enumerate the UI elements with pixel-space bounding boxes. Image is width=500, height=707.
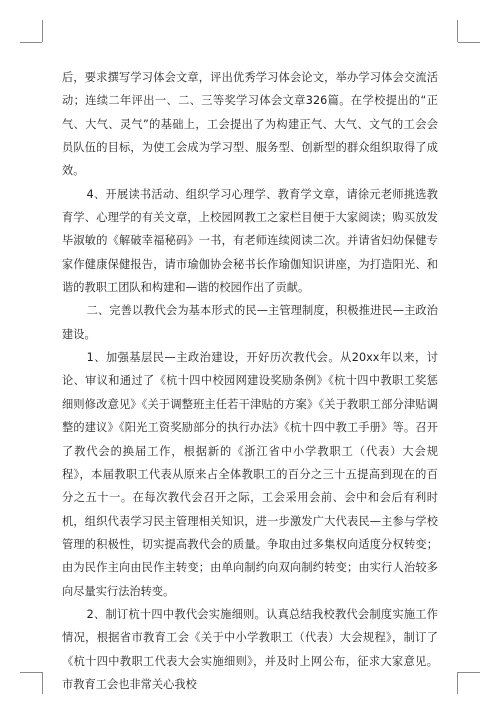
crop-mark-bottom-right-v bbox=[457, 672, 458, 694]
document-body bbox=[62, 66, 438, 696]
paragraph-study-articles: 后，要求撰写学习体会文章，评出优秀学习体会论文，举办学习体会交流活动；连续二年评出一、二、三等奖学习体会文章326篇。在学校提出的“正气、大气、灵气”的基础上，工会提出了为构建正气、大气、文气的工会会员队伍的目标，为使工会成为学习型、服务型、创新型的群众组织取得了成效。 bbox=[62, 71, 438, 178]
crop-mark-bottom-left-v bbox=[42, 672, 43, 694]
crop-mark-bottom-right-h bbox=[458, 672, 480, 673]
crop-mark-top-right-h bbox=[458, 42, 480, 43]
crop-mark-top-right-v bbox=[457, 20, 458, 42]
crop-mark-top-left-v bbox=[42, 20, 43, 42]
paragraph-section-two-heading: 二、完善以教代会为基本形式的民—主管理制度，积极推进民—主政治建设。 bbox=[62, 304, 438, 341]
crop-mark-top-left-h bbox=[20, 42, 42, 43]
paragraph-democratic-politics: 1、加强基层民—主政治建设，开好历次教代会。从20xx年以来，讨论、审议和通过了《杭十四中校园网建设奖励条例》《杭十四中教职工奖惩细则修改意见》《关于调整班主任若干津贴的方案》《关于教职工部分津贴调整的建议》《阳光工资奖励部分的执行办法》《杭十四中教工手册》等。召开了教代会的换届工作，根据新的《浙江省中小学教职工（代表）大会规程》，本届教职工代表从原来占全体教职工的百分之三十五提高到现在的百分之五十一。在每次教代会召开之际，工会采用会前、会中和会后有利时机，组织代表学习民主管理相关知识，进一步激发广大代表民—主参与学校管理的积极性，切实提高教代会的质量。争取由过多集权向适度分权转变；由为民作主向由民作主转变；由单向制约向双向制约转变；由实行人治较多向尽量实行法治转变。 bbox=[62, 351, 438, 598]
paragraph-reading-activities: 4、开展读书活动、组织学习心理学、教育学文章，请徐元老师挑选教育学、心理学的有关文章，上校园网教工之家栏目便于大家阅读；购买放发毕淑敏的《解破幸福秘码》一书，有老师连续阅读二次。并请省妇幼保健专家作健康保健报告，请市瑜伽协会秘书长作瑜伽知识讲座，为打造阳光、和谐的教职工团队和构建和—谐的校园作出了贡献。 bbox=[62, 187, 438, 295]
crop-mark-bottom-left-h bbox=[20, 672, 42, 673]
paragraph-congress-rules: 2、制订杭十四中教代会实施细则。认真总结我校教代会制度实施工作情况，根据省市教育工会《关于中小学教职工（代表）大会规程》，制订了《杭十四中教职工代表大会实施细则》，并及时上网公布，征求大家意见。市教育工会也非常关心我校 bbox=[62, 607, 438, 691]
